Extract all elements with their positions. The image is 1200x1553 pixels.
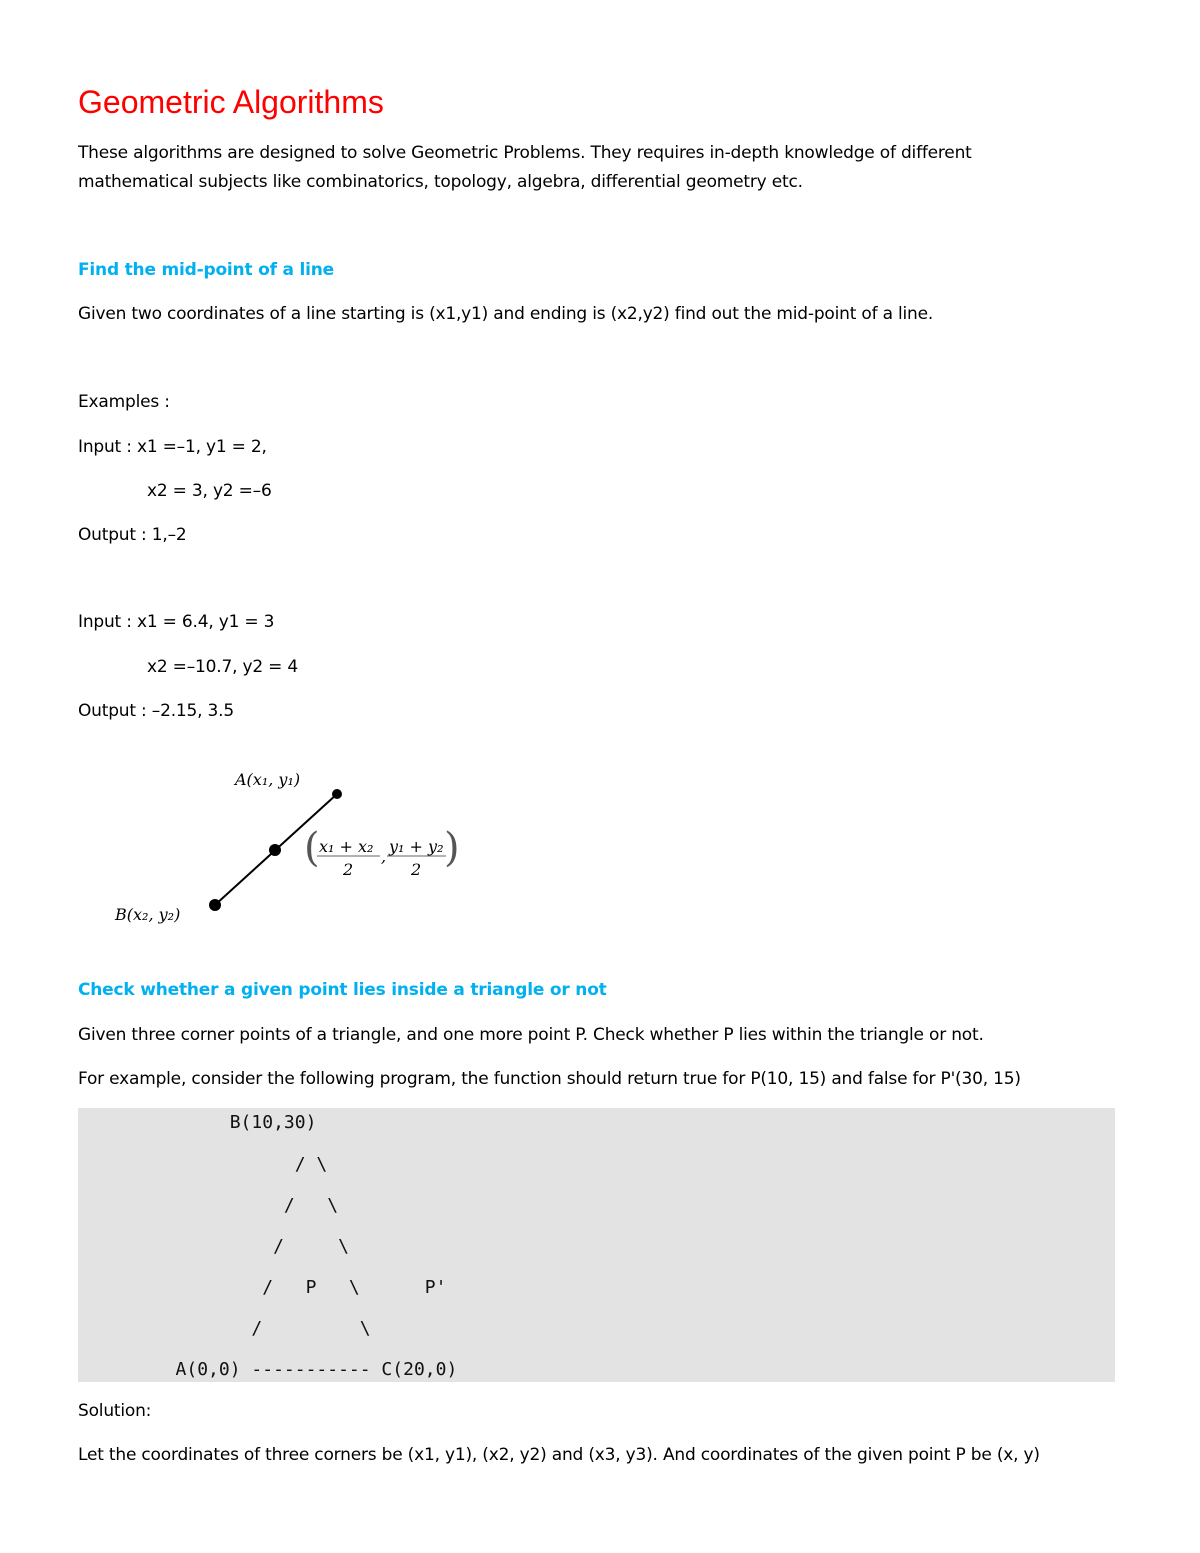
midpoint-heading: Find the mid-point of a line xyxy=(78,260,334,280)
triangle-example: For example, consider the following program, the function should return true for P(10, 15) and false for P'(30, 15) xyxy=(78,1069,1021,1089)
example1-input-a: Input : x1 =–1, y1 = 2, xyxy=(78,437,267,457)
example2-input-a: Input : x1 = 6.4, y1 = 3 xyxy=(78,612,275,632)
label-b: B(x₂, y₂) xyxy=(115,905,181,924)
examples-label: Examples : xyxy=(78,392,170,412)
intro-line-1: These algorithms are designed to solve Geometric Problems. They requires in-depth knowledge of different xyxy=(78,143,972,163)
code-line: / \ xyxy=(78,1154,328,1175)
page-title: Geometric Algorithms xyxy=(78,84,384,120)
triangle-heading: Check whether a given point lies inside a triangle or not xyxy=(78,980,607,1000)
code-line: / \ xyxy=(78,1236,349,1257)
comma: , xyxy=(381,847,387,866)
midpoint-num-y: y₁ + y₂ xyxy=(389,837,444,856)
left-paren: ( xyxy=(304,825,320,871)
code-line: B(10,30) xyxy=(78,1112,317,1133)
code-block xyxy=(78,1108,1115,1382)
intro-line-2: mathematical subjects like combinatorics, topology, algebra, differential geometry etc. xyxy=(78,172,803,192)
right-paren: ) xyxy=(444,825,460,871)
midpoint-description: Given two coordinates of a line starting is (x1,y1) and ending is (x2,y2) find out the mid-point of a line. xyxy=(78,304,934,324)
point-b xyxy=(209,899,221,911)
code-line: A(0,0) ----------- C(20,0) xyxy=(78,1359,458,1380)
code-line: / \ xyxy=(78,1195,339,1216)
point-midpoint xyxy=(269,844,281,856)
midpoint-diagram xyxy=(100,755,480,945)
midpoint-num-x: x₁ + x₂ xyxy=(319,837,374,856)
midpoint-den-y: 2 xyxy=(411,860,422,879)
example2-input-b: x2 =–10.7, y2 = 4 xyxy=(147,657,299,677)
point-a xyxy=(332,789,342,799)
label-a: A(x₁, y₁) xyxy=(235,770,301,789)
code-line: / P \ P' xyxy=(78,1277,447,1298)
triangle-description: Given three corner points of a triangle, and one more point P. Check whether P lies within the triangle or not. xyxy=(78,1025,984,1045)
example1-input-b: x2 = 3, y2 =–6 xyxy=(147,481,272,501)
code-line: / \ xyxy=(78,1318,371,1339)
midpoint-den-x: 2 xyxy=(343,860,354,879)
example2-output: Output : –2.15, 3.5 xyxy=(78,701,234,721)
example1-output: Output : 1,–2 xyxy=(78,525,187,545)
solution-label: Solution: xyxy=(78,1401,152,1421)
solution-text: Let the coordinates of three corners be (x1, y1), (x2, y2) and (x3, y3). And coordinates of the given point P be (x, y) xyxy=(78,1445,1040,1465)
